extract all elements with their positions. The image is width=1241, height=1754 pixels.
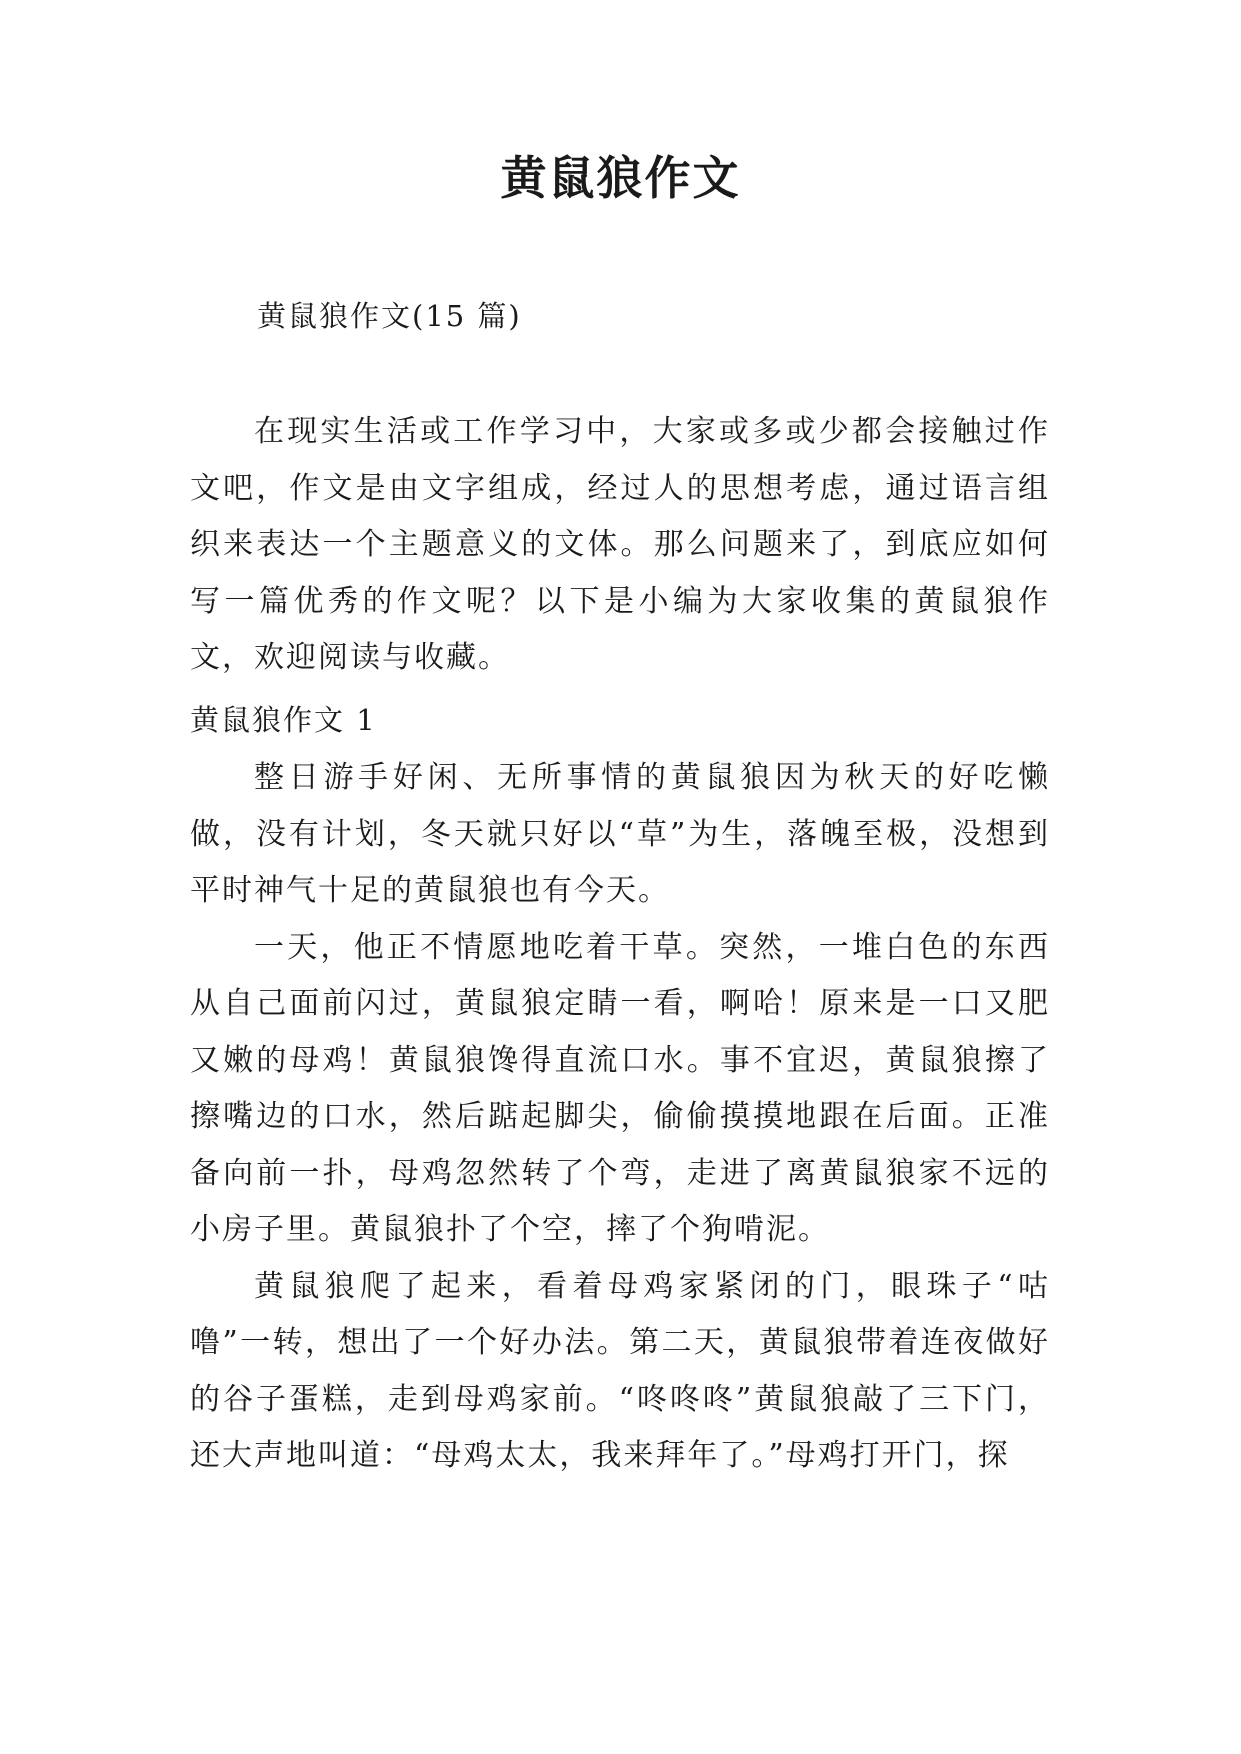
intro-section: [190, 404, 1050, 687]
essay-paragraph: 整日游手好闲、无所事情的黄鼠狼因为秋天的好吃懒做，没有计划，冬天就只好以“草”为生，落魄至极，没想到平时神气十足的黄鼠狼也有今天。: [190, 760, 1050, 908]
essay-paragraph: 一天，他正不情愿地吃着干草。突然，一堆白色的东西从自己面前闪过，黄鼠狼定睛一看，啊哈！原来是一口又肥又嫩的母鸡！黄鼠狼馋得直流口水。事不宜迟，黄鼠狼擦了擦嘴边的口水，然后踮起脚尖，偷偷摸摸地跟在后面。正准备向前一扑，母鸡忽然转了个弯，走进了离黄鼠狼家不远的小房子里。黄鼠狼扑了个空，摔了个狗啃泥。: [190, 929, 1050, 1247]
document-title: 黄鼠狼作文: [500, 151, 741, 205]
essay-body: [190, 750, 1050, 1485]
essay-paragraph: 黄鼠狼爬了起来，看着母鸡家紧闭的门，眼珠子“咕噜”一转，想出了一个好办法。第二天，黄鼠狼带着连夜做好的谷子蛋糕，走到母鸡家前。“咚咚咚”黄鼠狼敲了三下门，还大声地叫道：“母鸡太太，我来拜年了。”母鸡打开门，探: [190, 1268, 1050, 1473]
intro-paragraph: 在现实生活或工作学习中，大家或多或少都会接触过作文吧，作文是由文字组成，经过人的思想考虑，通过语言组织来表达一个主题意义的文体。那么问题来了，到底应如何写一篇优秀的作文呢？以下是小编为大家收集的黄鼠狼作文，欢迎阅读与收藏。: [190, 414, 1050, 675]
essay-heading: 黄鼠狼作文 1: [190, 703, 377, 737]
document-subtitle: 黄鼠狼作文(15 篇): [257, 299, 522, 333]
